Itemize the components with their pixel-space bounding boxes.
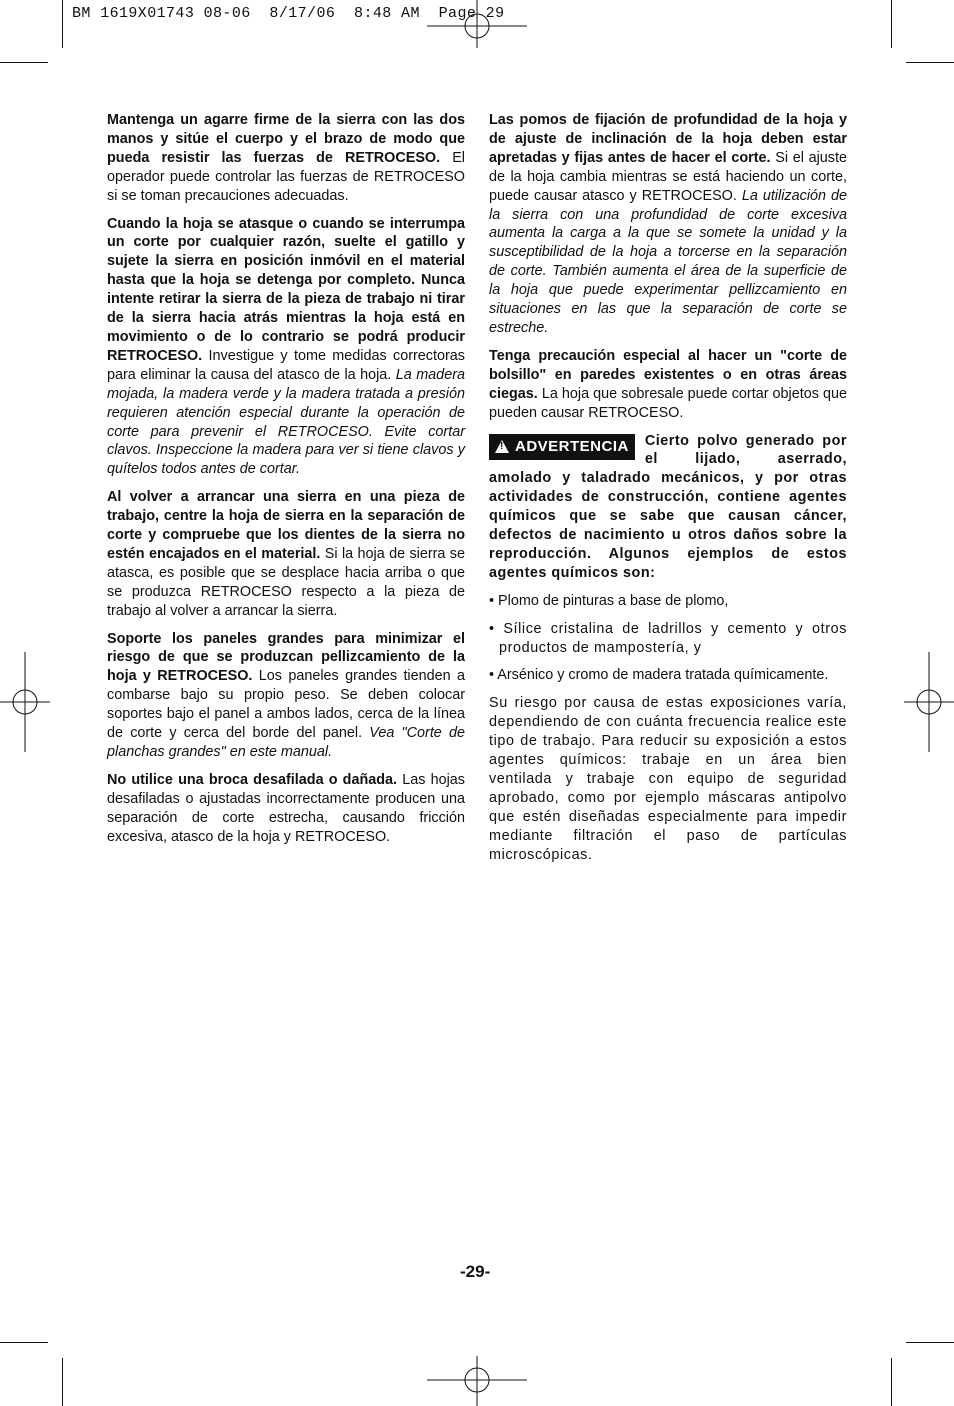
crop-mark [62, 1358, 63, 1406]
crop-mark [891, 0, 892, 48]
paragraph-pocket-cut: Tenga precaución especial al hacer un "corte de bolsillo" en paredes existentes o en otras áreas ciegas. La hoja que sobresale puede cortar objetos que pueden causar RETROCESO. [489, 347, 847, 421]
page-number: -29- [460, 1262, 491, 1281]
list-item: • Sílice cristalina de ladrillos y cemento y otros productos de mampostería, y [489, 620, 847, 656]
crop-mark [0, 62, 48, 63]
registration-mark-right [904, 652, 954, 752]
paragraph-exposure-risk: Su riesgo por causa de estas exposiciones varía, dependiendo de con cuánta frecuencia realice este tipo de trabajo. Para reducir su exposición a estos agentes químicos: trabaje en un área bien ventilada y trabaje con equipo de seguridad aprobado, como por ejemplo máscaras antipolvo que estén diseñadas especialmente para impedir mediante filtración el paso de partículas microscópicas. [489, 695, 847, 863]
warning-icon: ! [495, 440, 509, 453]
paragraph-large-panels: Soporte los paneles grandes para minimizar el riesgo de que se produzcan pellizcamiento de la hoja y RETROCESO. Los paneles grandes tienden a combarse bajo su propio peso. Se deben colocar soportes bajo el panel a ambos lados, cerca de la línea de corte y cerca del borde del panel. Vea "Corte de planchas grandes" en este manual. [107, 630, 466, 760]
registration-mark-top [427, 0, 527, 50]
crop-mark [906, 1342, 954, 1343]
crop-mark [906, 62, 954, 63]
list-item: • Arsénico y cromo de madera tratada químicamente. [489, 667, 829, 684]
right-column [489, 111, 847, 874]
paragraph-depth-knobs: Las pomos de fijación de profundidad de la hoja y de ajuste de inclinación de la hoja deben estar apretadas y fijas antes de hacer el corte. Si el ajuste de la hoja cambia mientras se está haciendo un corte, puede causar atasco y RETROCESO. La utilización de la sierra con una profundidad de corte excesiva aumenta la carga a la que se somete la unidad y la susceptibilidad de la hoja a torcerse en la separación de corte. También aumenta el área de la superficie de la hoja que puede experimentar pellizcamiento en situaciones en las que la separación de corte se estreche. [489, 112, 847, 336]
crop-mark [891, 1358, 892, 1406]
paragraph-grip: Mantenga un agarre firme de la sierra con las dos manos y sitúe el cuerpo y el brazo de modo que pueda resistir las fuerzas de RETROCESO. El operador puede controlar las fuerzas de RETROCESO si se toman precauciones adecuadas. [107, 112, 465, 204]
crop-mark [0, 1342, 48, 1343]
registration-mark-left [0, 652, 50, 752]
list-item: • Plomo de pinturas a base de plomo, [489, 592, 729, 609]
paragraph-restart: Al volver a arrancar una sierra en una pieza de trabajo, centre la hoja de sierra en la separación de corte y compruebe que los dientes de la sierra no estén encajados en el material. Si la hoja de sierra se atasca, es posible que se desplace hacia arriba o que se produzca RETROCESO respecto a la pieza de trabajo al volver a arrancar la sierra. [107, 489, 465, 619]
registration-mark-bottom [427, 1356, 527, 1406]
left-column [107, 111, 465, 856]
crop-mark [62, 0, 63, 48]
paragraph-blade-bind: Cuando la hoja se atasque o cuando se interrumpa un corte por cualquier razón, suelte el gatillo y sujete la sierra en posición inmóvil en el material hasta que la hoja se detenga por completo. Nunca intente retirar la sierra de la pieza de trabajo ni tirar de la sierra hacia atrás mientras la hoja está en movimiento o de lo contrario se podrá producir RETROCESO. Investigue y tome medidas correctoras para eliminar la causa del atasco de la hoja. La madera mojada, la madera verde y la madera tratada a presión requieren atención especial durante la operación de corte para prevenir el RETROCESO. Evite cortar clavos. Inspeccione la madera para ver si tiene clavos y quítelos todos antes de cortar. [107, 215, 465, 478]
paragraph-dull-blade: No utilice una broca desafilada o dañada. Las hojas desafiladas o ajustadas incorrectamente producen una separación de corte estrecha, causando fricción excesiva, atasco de la hoja y RETROCESO. [107, 771, 465, 845]
printer-slug: BM 1619X01743 08-06 8/17/06 8:48 AM Page 29 [72, 5, 505, 22]
warning-badge: ! ADVERTENCIA [489, 434, 635, 460]
warning-paragraph: ! ADVERTENCIA Cierto polvo generado por el lijado, aserrado, amolado y taladrado mecánicos, y por otras actividades de construcción, contiene agentes químicos que se sabe que causan cáncer, defectos de nacimiento u otros daños sobre la reproducción. Algunos ejemplos de estos agentes químicos son: [489, 432, 847, 581]
